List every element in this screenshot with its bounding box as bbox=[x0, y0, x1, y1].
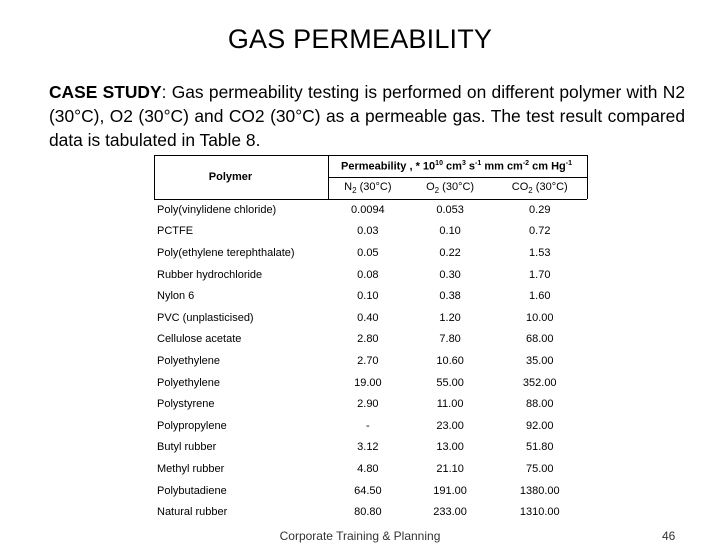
co2-value-cell: 1380.00 bbox=[519, 484, 560, 497]
polymer-cell: PCTFE bbox=[157, 225, 194, 238]
header-right-rule bbox=[587, 155, 588, 199]
case-study-label: CASE STUDY bbox=[49, 82, 162, 102]
header-left-rule bbox=[154, 155, 155, 199]
table-row bbox=[154, 458, 588, 480]
polymer-cell: Nylon 6 bbox=[157, 290, 195, 303]
table-row bbox=[154, 437, 588, 459]
o2-column-header: $O_2$ (30°C) bbox=[426, 180, 475, 196]
o2-value-cell: 21.10 bbox=[436, 462, 464, 475]
co2-value-cell: 35.00 bbox=[525, 354, 554, 367]
polymer-cell: Methyl rubber bbox=[157, 462, 225, 475]
table-row bbox=[154, 307, 588, 329]
co2-value-cell: 352.00 bbox=[522, 376, 557, 389]
o2-value-cell: 10.60 bbox=[436, 354, 464, 367]
n2-value-cell: 2.80 bbox=[357, 333, 379, 346]
co2-value-cell: 1.70 bbox=[529, 268, 551, 281]
polymer-cell: Cellulose acetate bbox=[157, 333, 242, 346]
n2-value-cell: 0.10 bbox=[357, 290, 379, 303]
polymer-column-header: Polymer bbox=[208, 171, 253, 183]
header-top-rule bbox=[154, 155, 587, 156]
co2-value-cell: 1.60 bbox=[529, 290, 551, 303]
o2-value-cell: 0.10 bbox=[439, 225, 461, 238]
table-row bbox=[154, 221, 588, 243]
o2-value-cell: 13.00 bbox=[436, 441, 464, 454]
n2-value-cell: 0.08 bbox=[357, 268, 379, 281]
co2-value-cell: 1310.00 bbox=[519, 506, 560, 519]
co2-value-cell: 75.00 bbox=[525, 462, 554, 475]
o2-value-cell: 7.80 bbox=[439, 333, 461, 346]
n2-column-header: $N_2$ (30°C) bbox=[344, 180, 392, 196]
n2-value-cell: 64.50 bbox=[354, 484, 382, 497]
intro-paragraph bbox=[49, 80, 685, 152]
table-row bbox=[154, 480, 588, 502]
co2-value-cell: 92.00 bbox=[525, 419, 554, 432]
table-row bbox=[154, 350, 588, 372]
table-row bbox=[154, 285, 588, 307]
n2-value-cell: 0.40 bbox=[357, 311, 379, 324]
co2-value-cell: 10.00 bbox=[525, 311, 554, 324]
n2-value-cell: 3.12 bbox=[357, 441, 379, 454]
n2-value-cell: 2.70 bbox=[357, 354, 379, 367]
intro-text: : Gas permeability testing is performed on different polymer with N2 (30°C), O2 (30°C) and CO2 (30°C) as a permeable gas. The test result compared data is tabulated in Table 8. bbox=[49, 82, 685, 150]
co2-value-cell: 0.72 bbox=[529, 225, 551, 238]
header-inner-rule bbox=[328, 177, 587, 178]
co2-value-cell: 68.00 bbox=[525, 333, 554, 346]
page-number: 46 bbox=[662, 529, 676, 543]
table-row bbox=[154, 501, 588, 523]
o2-value-cell: 0.38 bbox=[439, 290, 461, 303]
polymer-cell: Poly(vinylidene chloride) bbox=[157, 203, 277, 216]
permeability-table bbox=[154, 155, 588, 523]
polymer-cell: Polyethylene bbox=[157, 376, 220, 389]
table-row bbox=[154, 264, 588, 286]
co2-value-cell: 88.00 bbox=[525, 398, 554, 411]
table-row bbox=[154, 372, 588, 394]
n2-value-cell: 80.80 bbox=[354, 506, 382, 519]
o2-value-cell: 1.20 bbox=[439, 311, 461, 324]
n2-value-cell: - bbox=[366, 419, 370, 432]
n2-value-cell: 19.00 bbox=[354, 376, 382, 389]
polymer-cell: Polybutadiene bbox=[157, 484, 227, 497]
n2-value-cell: 0.0094 bbox=[351, 203, 385, 216]
footer-text: Corporate Training & Planning bbox=[279, 529, 441, 543]
n2-value-cell: 4.80 bbox=[357, 462, 379, 475]
header-mid-rule bbox=[328, 155, 329, 199]
o2-value-cell: 0.22 bbox=[439, 246, 461, 259]
co2-column-header: $CO_2$ (30°C) bbox=[511, 180, 568, 196]
table-row bbox=[154, 393, 588, 415]
table-row bbox=[154, 242, 588, 264]
polymer-cell: Polyethylene bbox=[157, 354, 220, 367]
table-row bbox=[154, 415, 588, 437]
table-row bbox=[154, 329, 588, 351]
o2-value-cell: 11.00 bbox=[436, 398, 464, 411]
polymer-cell: Poly(ethylene terephthalate) bbox=[157, 246, 295, 259]
o2-value-cell: 23.00 bbox=[436, 419, 464, 432]
slide-title: GAS PERMEABILITY bbox=[227, 24, 493, 54]
polymer-cell: PVC (unplasticised) bbox=[157, 311, 254, 324]
polymer-cell: Polystyrene bbox=[157, 398, 215, 411]
o2-value-cell: 0.30 bbox=[439, 268, 461, 281]
o2-value-cell: 191.00 bbox=[433, 484, 467, 497]
co2-value-cell: 51.80 bbox=[525, 441, 554, 454]
o2-value-cell: 55.00 bbox=[436, 376, 464, 389]
o2-value-cell: 0.053 bbox=[436, 203, 464, 216]
header-bottom-rule bbox=[154, 199, 587, 200]
polymer-cell: Butyl rubber bbox=[157, 441, 217, 454]
o2-value-cell: 233.00 bbox=[433, 506, 467, 519]
n2-value-cell: 2.90 bbox=[357, 398, 379, 411]
n2-value-cell: 0.05 bbox=[357, 246, 379, 259]
n2-value-cell: 0.03 bbox=[357, 225, 379, 238]
polymer-cell: Polypropylene bbox=[157, 419, 227, 432]
co2-value-cell: 1.53 bbox=[529, 246, 551, 259]
permeability-header: Permeability , * $10^{10}$ $cm^3$ $s^{-1}$ mm $cm^{-2}$ cm $Hg^{-1}$ bbox=[341, 159, 572, 173]
polymer-cell: Rubber hydrochloride bbox=[157, 268, 263, 281]
table-row bbox=[154, 199, 588, 221]
polymer-cell: Natural rubber bbox=[157, 506, 228, 519]
co2-value-cell: 0.29 bbox=[529, 203, 551, 216]
